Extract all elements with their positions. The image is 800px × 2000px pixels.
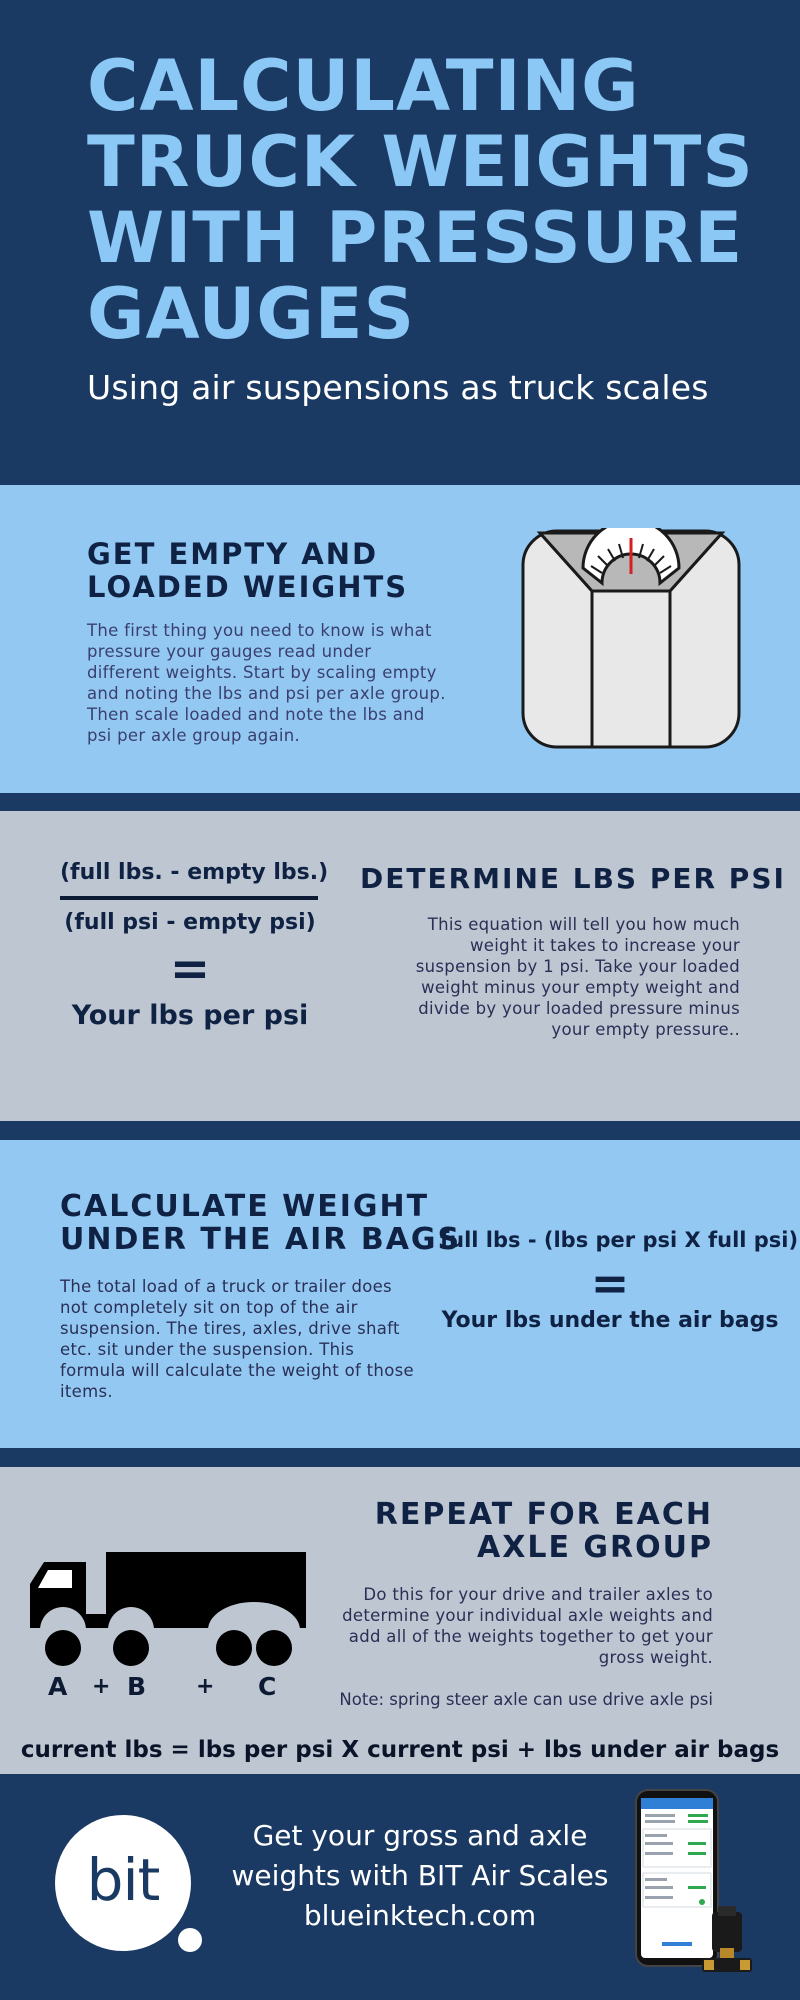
equals-sign: =: [169, 941, 211, 997]
axle-label-c: C: [258, 1672, 277, 1701]
section4-heading: [330, 1498, 713, 1564]
footer-line-1: Get your gross and axle: [252, 1819, 588, 1852]
section1-heading: [87, 538, 408, 604]
axle-label-a: A: [48, 1672, 68, 1701]
bit-logo-text: bit: [86, 1846, 160, 1914]
equation-result: Your lbs per psi: [71, 1000, 309, 1031]
phone-app-icon: [632, 1786, 762, 1986]
section3-body: The total load of a truck or trailer does not completely sit on top of the air suspension. The tires, axles, drive shaft etc. sit under the suspension. This formula will calculate the weight of those items.: [60, 1277, 414, 1401]
page-subtitle: Using air suspensions as truck scales: [87, 368, 709, 407]
footer-website-link[interactable]: blueinktech.com: [303, 1899, 537, 1932]
section1-heading-line-2: LOADED WEIGHTS: [87, 570, 409, 604]
equation-denominator: (full psi - empty psi): [64, 910, 316, 935]
current-weight-formula: current lbs = lbs per psi X current psi + lbs under air bags: [20, 1737, 780, 1763]
axle-label-b: B: [127, 1672, 147, 1701]
section4-body: Do this for your drive and trailer axles to determine your individual axle weights and add all of the weights together to get your gross weight.: [342, 1585, 713, 1667]
equals-sign-2: =: [590, 1256, 630, 1310]
section2-heading: DETERMINE LBS PER PSI: [360, 862, 786, 895]
title-line-4: GAUGES: [87, 273, 416, 355]
equation-numerator: (full lbs. - empty lbs.): [60, 860, 329, 885]
bit-logo-dot: [178, 1928, 202, 1952]
section4-heading-line-1: REPEAT FOR EACH: [374, 1497, 713, 1532]
section4-heading-line-2: AXLE GROUP: [477, 1530, 713, 1565]
bathroom-scale-icon: [520, 528, 742, 750]
section1-body: The first thing you need to know is what pressure your gauges read under different weights. Start by scaling empty and noting the lbs and psi per axle group. Then scale loaded and note the lbs and psi per axle group again.: [87, 621, 446, 745]
section3-heading-line-2: UNDER THE AIR BAGS: [60, 1222, 462, 1257]
equation2-result: Your lbs under the air bags: [441, 1308, 779, 1333]
steer-axle-note: Note: spring steer axle can use drive axle psi: [339, 1690, 713, 1709]
fraction-bar: [60, 896, 318, 900]
footer-cta: [210, 1816, 630, 1936]
title-line-2: TRUCK WEIGHTS: [87, 121, 754, 203]
axle-plus-2: +: [196, 1674, 215, 1699]
equation2-expression: full lbs - (lbs per psi X full psi): [440, 1228, 799, 1252]
section1-heading-line-1: GET EMPTY AND: [87, 537, 379, 571]
title-line-3: WITH PRESSURE: [87, 197, 744, 279]
section3-heading-line-1: CALCULATE WEIGHT: [60, 1189, 430, 1224]
footer-line-2: weights with BIT Air Scales: [231, 1859, 609, 1892]
truck-icon: [28, 1548, 310, 1670]
axle-plus-1: +: [92, 1674, 111, 1699]
section2-body: This equation will tell you how much weight it takes to increase your suspension by 1 psi. Take your loaded weight minus your empty weight and divide by your loaded pressure minus your empty pressure..: [415, 915, 740, 1039]
page-title: [87, 45, 767, 355]
title-line-1: CALCULATING: [87, 45, 640, 127]
section3-heading: [60, 1190, 461, 1256]
